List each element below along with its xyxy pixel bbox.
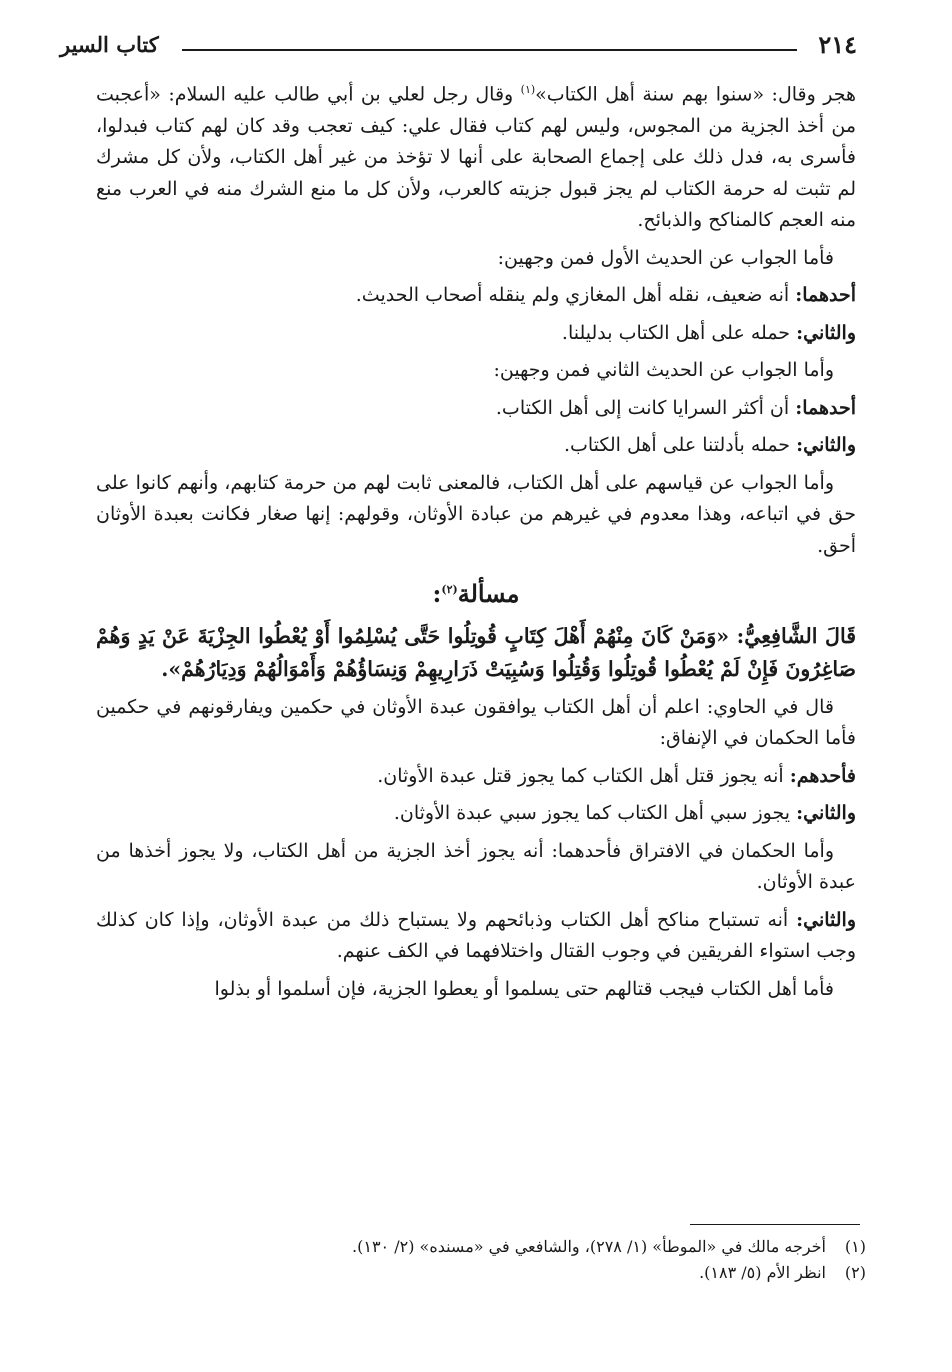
paragraph: فأما أهل الكتاب فيجب قتالهم حتى يسلموا أو يعطوا الجزية، فإن أسلموا أو بذلوا	[214, 977, 834, 1000]
paragraph	[96, 430, 856, 462]
footnote-rule	[690, 1224, 860, 1225]
paragraph	[96, 318, 856, 350]
main-text	[96, 74, 856, 1011]
paragraph: قال في الحاوي: اعلم أن أهل الكتاب يوافقون عبدة الأوثان في حكمين ويفارقونهم في حكمين فأما الحكمان في الإنفاق:	[96, 695, 856, 750]
paragraph	[96, 905, 856, 968]
point-label: أحدهما:	[795, 284, 856, 307]
point-label: والثاني:	[796, 434, 856, 457]
point-label: والثاني:	[796, 908, 856, 931]
point-text: أنه تستباح مناكح أهل الكتاب وذبائحهم ولا يستباح ذلك من عبدة الأوثان، وإذا كان كذلك وجب استواء الفريقين في وجوب القتال واختلافهما في الكف عنهم.	[96, 908, 856, 963]
paragraph: وأما الجواب عن الحديث الثاني فمن وجهين:	[493, 359, 834, 382]
point-text: أنه ضعيف، نقله أهل المغازي ولم ينقله أصحاب الحديث.	[355, 284, 796, 307]
paragraph	[96, 280, 856, 312]
page-header	[60, 30, 857, 64]
paragraph: وأما الحكمان في الافتراق فأحدهما: أنه يجوز أخذ الجزية من أهل الكتاب، ولا يجوز أخذها من عبدة الأوثان.	[96, 839, 856, 894]
paragraph: وأما الجواب عن قياسهم على أهل الكتاب، فالمعنى ثابت لهم من حرمة كتابهم، وأنهم كانوا على حق في اتباعه، وهذا معدوم في غيرهم من عبادة الأوثان، وقولهم: إنها صغار فكانت بعبدة الأوثان أحق.	[96, 471, 856, 557]
footnote-number: (١)	[844, 1237, 866, 1256]
footnote-text: انظر الأم (٥/ ١٨٣).	[699, 1263, 826, 1282]
heading-text: مسألة	[457, 579, 520, 609]
point-label: أحدهما:	[795, 396, 856, 419]
point-label: والثاني:	[796, 321, 856, 344]
footnote	[300, 1260, 866, 1286]
footnote-text: أخرجه مالك في «الموطأ» (١/ ٢٧٨)، والشافعي في «مسنده» (٢/ ١٣٠).	[352, 1237, 826, 1256]
footnotes	[300, 1234, 866, 1286]
point-label: والثاني:	[796, 802, 856, 825]
point-label: فأحدهم:	[789, 764, 856, 787]
paragraph	[96, 74, 856, 237]
paragraph	[96, 393, 856, 425]
point-text: حمله على أهل الكتاب بدليلنا.	[561, 321, 797, 344]
point-text: أن أكثر السرايا كانت إلى أهل الكتاب.	[495, 396, 796, 419]
heading-colon: :	[432, 579, 442, 609]
paragraph-text: وقال رجل لعلي بن أبي طالب عليه السلام: «أعجبت من أخذ الجزية من المجوس، وليس لهم كتاب فقال علي: كيف تعجب وقد كان لهم كتاب فبدلوا، فأسرى به، فدل ذلك على إجماع الصحابة على أنها لا تؤخذ من غير أهل الكتاب، ولأن كل مشرك لم تثبت له حرمة الكتاب لم يجز قبول جزيته كالعرب، ولأن كل ما منع الشرك منه في العرب منع منه العجم كالمناكح والذبائح.	[96, 83, 856, 232]
paragraph: فأما الجواب عن الحديث الأول فمن وجهين:	[497, 246, 834, 269]
paragraph	[96, 761, 856, 793]
page-number: ٢١٤	[818, 30, 857, 59]
paragraph-text: هجر وقال: «سنوا بهم سنة أهل الكتاب»	[535, 83, 856, 106]
paragraph	[96, 798, 856, 830]
point-text: حمله بأدلتنا على أهل الكتاب.	[563, 434, 797, 457]
footnote-ref: (٢)	[441, 583, 458, 597]
footnote-number: (٢)	[844, 1263, 866, 1282]
point-text: يجوز سبي أهل الكتاب كما يجوز سبي عبدة الأوثان.	[393, 802, 797, 825]
footnote-ref: (١)	[520, 83, 536, 96]
quoted-text: قَالَ الشَّافِعِيُّ: «وَمَنْ كَانَ مِنْهُمْ أَهْلَ كِتَابٍ قُوتِلُوا حَتَّى يُسْلِمُوا أَوْ يُعْطُوا الجِزْيَةَ عَنْ يَدٍ وَهُمْ صَاغِرُونَ فَإِنْ لَمْ يُعْطُوا قُوتِلُوا وَقُتِلُوا وَسُبِيَتْ ذَرَارِيهِمْ وَنِسَاؤُهُمْ وَأَمْوَالُهُمْ وَدِيَارُهُمْ».	[96, 623, 856, 681]
section-heading	[96, 574, 856, 610]
header-rule	[182, 49, 797, 51]
book-title: كتاب السير	[60, 32, 159, 57]
point-text: أنه يجوز قتل أهل الكتاب كما يجوز قتل عبدة الأوثان.	[377, 764, 790, 787]
footnote	[300, 1234, 866, 1260]
